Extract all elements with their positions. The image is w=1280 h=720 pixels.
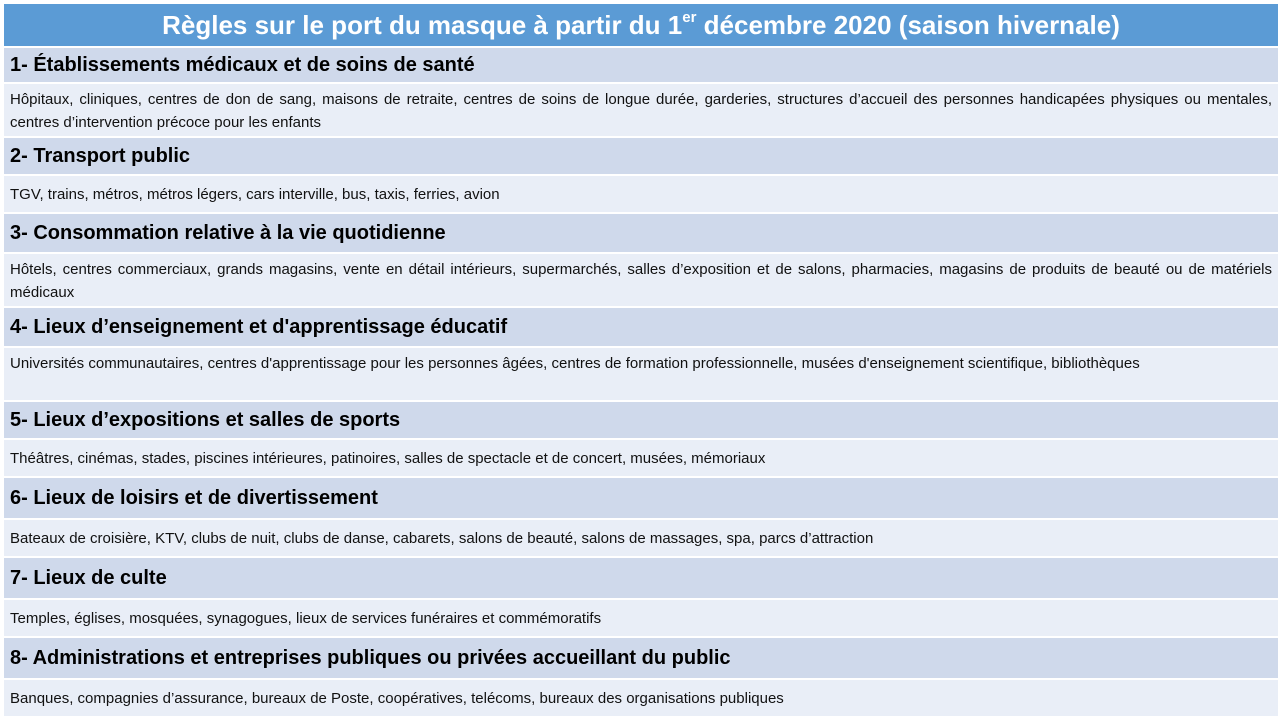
section-title-3: 3- Consommation relative à la vie quotidienne <box>4 214 1278 254</box>
section-body-2: TGV, trains, métros, métros légers, cars interville, bus, taxis, ferries, avion <box>4 176 1278 214</box>
rules-table <box>4 4 1278 718</box>
section-title-2: 2- Transport public <box>4 138 1278 176</box>
section-body-7: Temples, églises, mosquées, synagogues, lieux de services funéraires et commémoratifs <box>4 600 1278 638</box>
section-title-5: 5- Lieux d’expositions et salles de sports <box>4 402 1278 440</box>
section-body-5: Théâtres, cinémas, stades, piscines intérieures, patinoires, salles de spectacle et de concert, musées, mémoriaux <box>4 440 1278 478</box>
section-body-3: Hôtels, centres commerciaux, grands magasins, vente en détail intérieurs, supermarchés, salles d’exposition et de salons, pharmacies, magasins de produits de beauté ou de matériels médicaux <box>4 254 1278 308</box>
section-title-4: 4- Lieux d’enseignement et d'apprentissage éducatif <box>4 308 1278 348</box>
section-body-1: Hôpitaux, cliniques, centres de don de sang, maisons de retraite, centres de soins de longue durée, garderies, structures d’accueil des personnes handicapées physiques ou mentales, centres d’intervention précoce pour les enfants <box>4 84 1278 138</box>
section-body-4: Universités communautaires, centres d'apprentissage pour les personnes âgées, centres de formation professionnelle, musées d'enseignement scientifique, bibliothèques <box>4 348 1278 402</box>
table-header <box>4 4 1278 48</box>
section-title-6: 6- Lieux de loisirs et de divertissement <box>4 478 1278 520</box>
section-body-6: Bateaux de croisière, KTV, clubs de nuit, clubs de danse, cabarets, salons de beauté, salons de massages, spa, parcs d’attraction <box>4 520 1278 558</box>
section-body-8: Banques, compagnies d’assurance, bureaux de Poste, coopératives, telécoms, bureaux des organisations publiques <box>4 680 1278 718</box>
section-title-8: 8- Administrations et entreprises publiques ou privées accueillant du public <box>4 638 1278 680</box>
section-title-1: 1- Établissements médicaux et de soins de santé <box>4 48 1278 84</box>
header-title: Règles sur le port du masque à partir du 1er décembre 2020 (saison hivernale) <box>162 8 1120 40</box>
section-title-7: 7- Lieux de culte <box>4 558 1278 600</box>
